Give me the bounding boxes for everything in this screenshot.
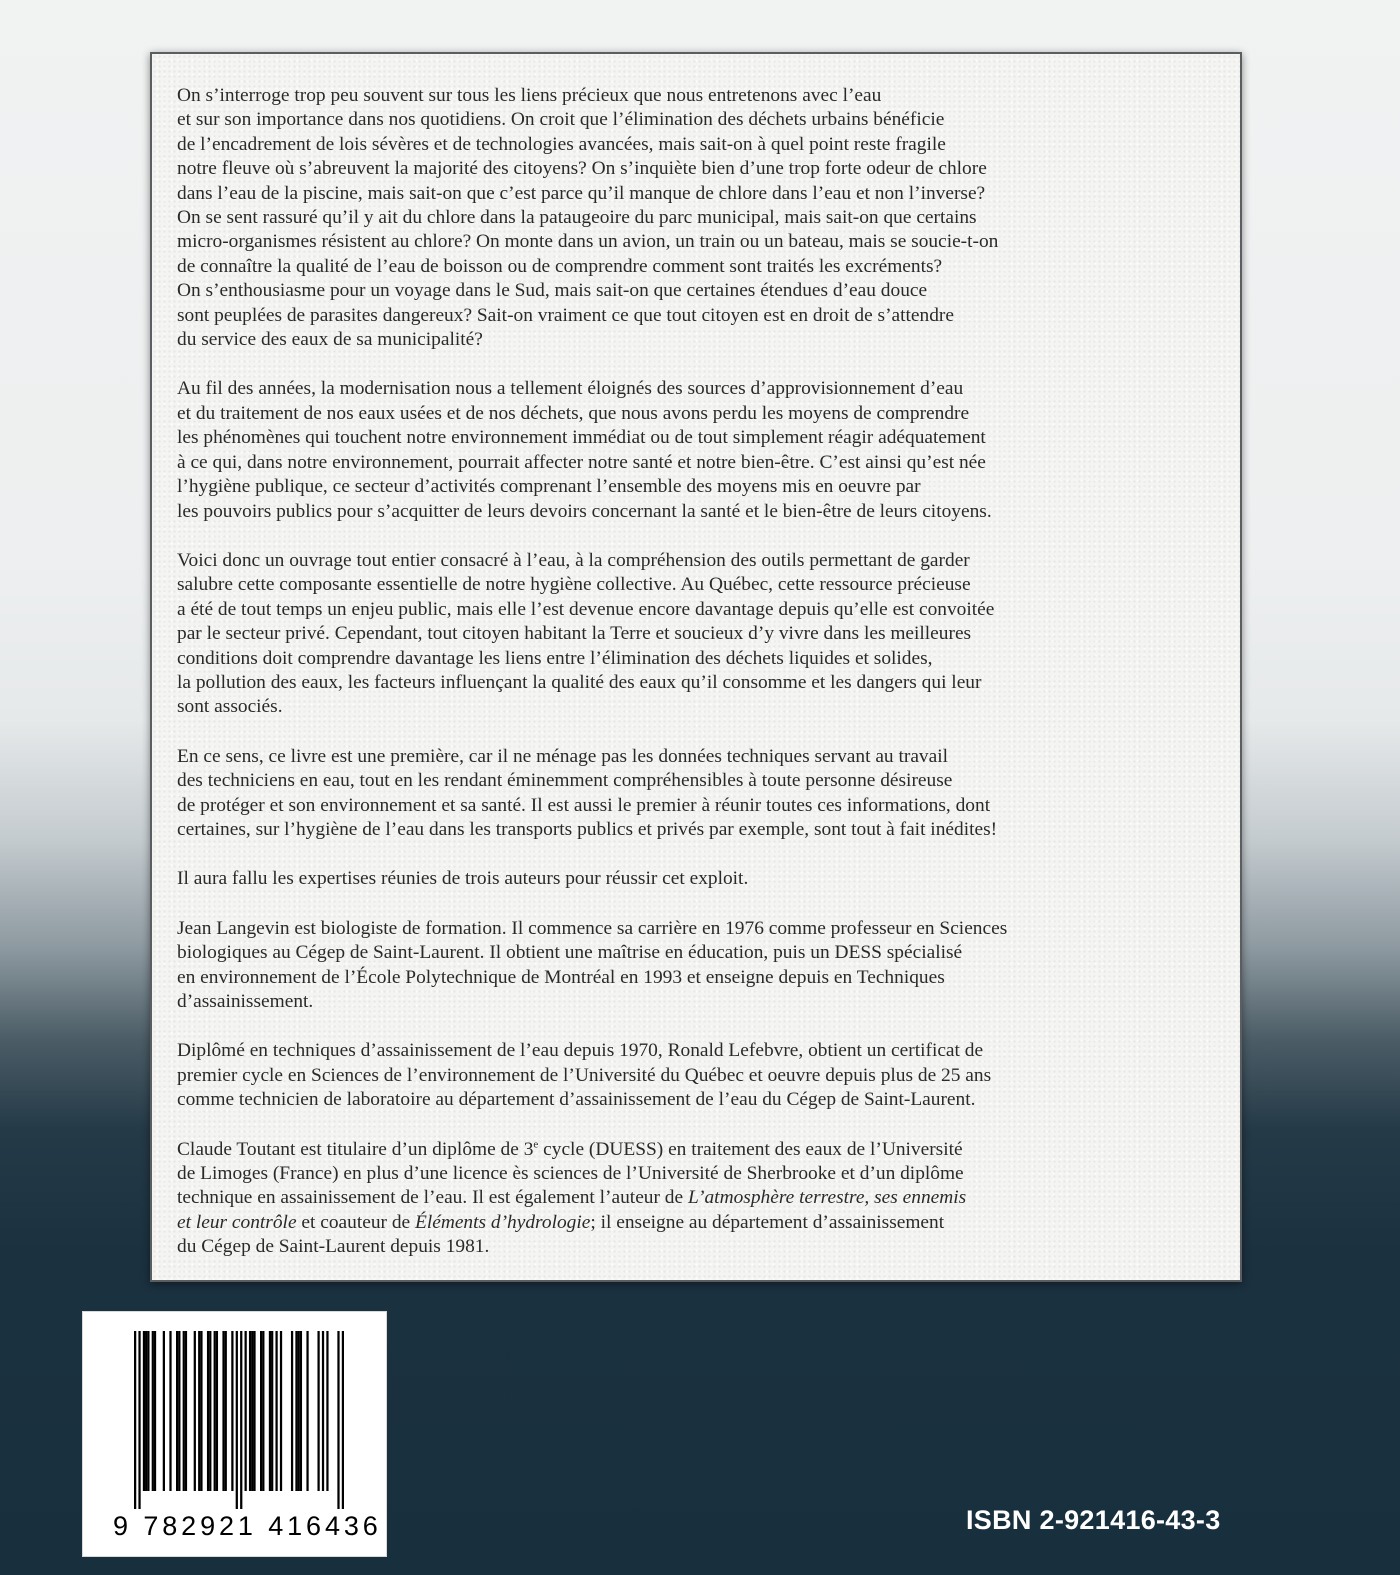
barcode-bar bbox=[342, 1331, 344, 1509]
barcode-bar bbox=[143, 1331, 145, 1491]
text-line: certaines, sur l’hygiène de l’eau dans les transports publics et privés par exemple, sont tout à fait inédites! bbox=[177, 818, 998, 840]
text-line: d’assainissement. bbox=[177, 991, 314, 1012]
paragraph bbox=[177, 867, 1216, 891]
text-line: les phénomènes qui touchent notre environnement immédiat ou de tout simplement réagir adéquatement bbox=[177, 427, 986, 449]
book-title: et leur contrôle bbox=[177, 1211, 297, 1233]
text-span: ; il enseigne au département d’assainissement bbox=[590, 1211, 945, 1233]
barcode-bar bbox=[326, 1331, 328, 1491]
paragraph bbox=[177, 377, 1216, 523]
text-span: et coauteur de bbox=[296, 1211, 415, 1233]
barcode-bar bbox=[207, 1331, 209, 1491]
body-text bbox=[177, 84, 1216, 1113]
barcode-bar bbox=[145, 1331, 147, 1491]
text-line: Au fil des années, la modernisation nous a tellement éloignés des sources d’approvisionnement d’eau bbox=[177, 378, 964, 400]
text-span: cycle (DUESS) en traitement des eaux de l’Université bbox=[538, 1138, 963, 1160]
text-line: conditions doit comprendre davantage les liens entre l’élimination des déchets liquides et solides, bbox=[177, 647, 933, 669]
barcode-bar bbox=[225, 1331, 227, 1491]
barcode-bar bbox=[300, 1331, 302, 1491]
barcode-bar bbox=[262, 1331, 264, 1491]
text-line: par le secteur privé. Cependant, tout citoyen habitant la Terre et soucieux d’y vivre dans les meilleures bbox=[177, 623, 972, 645]
paragraph-claude-toutant bbox=[177, 1138, 1216, 1260]
barcode-bar bbox=[317, 1331, 319, 1491]
text-line: micro-organismes résistent au chlore? On monte dans un avion, un train ou un bateau, mais se soucie-t-on bbox=[177, 231, 999, 253]
text-line: la pollution des eaux, les facteurs influençant la qualité des eaux qu’il consomme et les dangers qui leur bbox=[177, 671, 982, 693]
barcode-bar bbox=[198, 1331, 200, 1491]
barcode-bar bbox=[152, 1331, 154, 1491]
barcode-bar bbox=[291, 1331, 293, 1491]
text-line: notre fleuve où s’abreuvent la majorité des citoyens? On s’inquiète bien d’une trop forte odeur de chlore bbox=[177, 158, 987, 180]
barcode-bar bbox=[194, 1331, 196, 1491]
barcode-bar bbox=[185, 1331, 187, 1491]
barcode-bar bbox=[249, 1331, 251, 1491]
barcode-bar bbox=[216, 1331, 218, 1491]
text-line: et du traitement de nos eaux usées et de nos déchets, que nous avons perdu les moyens de comprendre bbox=[177, 402, 970, 424]
text-line: de Limoges (France) en plus d’une licence ès sciences de l’Université de Sherbrooke et d’un diplôme bbox=[177, 1163, 964, 1185]
barcode-bar bbox=[200, 1331, 202, 1491]
barcode-bar bbox=[269, 1331, 271, 1491]
text-line: dans l’eau de la piscine, mais sait-on que c’est parce qu’il manque de chlore dans l’eau et non l’inverse? bbox=[177, 182, 986, 204]
text-line: à ce qui, dans notre environnement, pourrait affecter notre santé et notre bien-être. C’est ainsi qu’est née bbox=[177, 451, 986, 473]
text-line: Voici donc un ouvrage tout entier consacré à l’eau, à la compréhension des outils permettant de garder bbox=[177, 549, 970, 571]
text-line: En ce sens, ce livre est une première, car il ne ménage pas les données techniques servant au travail bbox=[177, 745, 948, 767]
book-title: L’atmosphère terrestre, ses ennemis bbox=[687, 1187, 967, 1209]
book-title: Éléments d’hydrologie bbox=[414, 1211, 591, 1233]
barcode-bar bbox=[214, 1331, 216, 1491]
text-line: premier cycle en Sciences de l’environnement de l’Université du Québec et oeuvre depuis plus de 25 ans bbox=[177, 1064, 992, 1086]
text-line bbox=[177, 1186, 1216, 1210]
text-line: en environnement de l’École Polytechnique de Montréal en 1993 et enseigne depuis en Techniques bbox=[177, 966, 945, 988]
barcode-bar bbox=[134, 1331, 136, 1509]
text-line: comme technicien de laboratoire au département d’assainissement de l’eau du Cégep de Saint-Laurent. bbox=[177, 1089, 976, 1111]
barcode-bar bbox=[295, 1331, 297, 1491]
barcode-bar bbox=[222, 1331, 224, 1491]
text-line: du Cégep de Saint-Laurent depuis 1981. bbox=[177, 1236, 490, 1258]
paragraph bbox=[177, 84, 1216, 352]
text-line bbox=[177, 1211, 1216, 1235]
text-line: On s’enthousiasme pour un voyage dans le Sud, mais sait-on que certaines étendues d’eau douce bbox=[177, 280, 928, 302]
barcode-digits: 9 782921 416436 bbox=[113, 1511, 382, 1541]
paragraph bbox=[177, 745, 1216, 843]
text-line: des techniciens en eau, tout en les rendant éminemment compréhensibles à toute personne désireuse bbox=[177, 770, 953, 792]
text-line: On se sent rassuré qu’il y ait du chlore dans la pataugeoire du parc municipal, mais sait-on que certains bbox=[177, 207, 977, 229]
text-line: sont peuplées de parasites dangereux? Sait-on vraiment ce que tout citoyen est en droit de s’attendre bbox=[177, 304, 954, 326]
barcode-bar bbox=[209, 1331, 211, 1491]
barcode-bar bbox=[138, 1331, 140, 1509]
text-line: a été de tout temps un enjeu public, mais elle l’est devenue encore davantage depuis qu’elle est convoitée bbox=[177, 598, 995, 620]
text-line: de l’encadrement de lois sévères et de technologies avancées, mais sait-on à quel point reste fragile bbox=[177, 133, 946, 155]
barcode-bar bbox=[176, 1331, 178, 1491]
barcode-bar bbox=[275, 1331, 277, 1491]
text-line: On s’interroge trop peu souvent sur tous les liens précieux que nous entretenons avec l’eau bbox=[177, 85, 882, 106]
text-panel bbox=[150, 52, 1242, 1282]
superscript: e bbox=[533, 1138, 539, 1151]
paragraph bbox=[177, 917, 1216, 1015]
paragraph bbox=[177, 1039, 1216, 1112]
barcode-bar bbox=[253, 1331, 255, 1491]
barcode-bar bbox=[169, 1331, 171, 1491]
barcode-bar bbox=[271, 1331, 273, 1491]
text-line: salubre cette composante essentielle de notre hygiène collective. Au Québec, cette ressource précieuse bbox=[177, 574, 971, 596]
text-line: Il aura fallu les expertises réunies de trois auteurs pour réussir cet exploit. bbox=[177, 868, 749, 890]
text-line bbox=[177, 1138, 1216, 1162]
barcode-bar bbox=[231, 1331, 233, 1491]
barcode-bar bbox=[163, 1331, 165, 1491]
barcode-bar bbox=[322, 1331, 324, 1491]
text-line: du service des eaux de sa municipalité? bbox=[177, 329, 483, 351]
barcode-bar bbox=[251, 1331, 253, 1491]
text-line: de protéger et son environnement et sa santé. Il est aussi le premier à réunir toutes ces informations, dont bbox=[177, 794, 991, 816]
barcode-bars bbox=[134, 1331, 344, 1509]
text-line: l’hygiène publique, ce secteur d’activités comprenant l’ensemble des moyens mis en oeuvre par bbox=[177, 476, 921, 498]
text-line: sont associés. bbox=[177, 696, 283, 718]
text-span: technique en assainissement de l’eau. Il est également l’auteur de bbox=[177, 1187, 688, 1209]
text-line: les pouvoirs publics pour s’acquitter de leurs devoirs concernant la santé et le bien-être de leurs citoyens. bbox=[177, 500, 992, 522]
barcode-bar bbox=[154, 1331, 156, 1491]
barcode-bar bbox=[245, 1331, 247, 1491]
barcode bbox=[82, 1311, 387, 1557]
barcode-bar bbox=[306, 1331, 308, 1491]
text-line: de connaître la qualité de l’eau de boisson ou de comprendre comment sont traités les excréments? bbox=[177, 255, 943, 277]
text-line: Diplômé en techniques d’assainissement de l’eau depuis 1970, Ronald Lefebvre, obtient un certificat de bbox=[177, 1040, 984, 1062]
barcode-bar bbox=[298, 1331, 300, 1491]
barcode-bar bbox=[280, 1331, 282, 1491]
isbn-label: ISBN 2-921416-43-3 bbox=[966, 1505, 1221, 1535]
text-line: Jean Langevin est biologiste de formation. Il commence sa carrière en 1976 comme professeur en Sciences bbox=[177, 917, 1008, 939]
text-line: biologiques au Cégep de Saint-Laurent. Il obtient une maîtrise en éducation, puis un DESS spécialisé bbox=[177, 942, 963, 964]
barcode-bar bbox=[236, 1331, 238, 1509]
barcode-bar bbox=[240, 1331, 242, 1509]
text-line: et sur son importance dans nos quotidiens. On croit que l’élimination des déchets urbains bénéficie bbox=[177, 109, 945, 131]
paragraph bbox=[177, 549, 1216, 720]
barcode-bar bbox=[337, 1331, 339, 1509]
barcode-bar bbox=[183, 1331, 185, 1491]
text-span: Claude Toutant est titulaire d’un diplôme de 3 bbox=[177, 1138, 534, 1160]
barcode-bar bbox=[147, 1331, 149, 1491]
barcode-bar bbox=[178, 1331, 180, 1491]
barcode-bar bbox=[260, 1331, 262, 1491]
